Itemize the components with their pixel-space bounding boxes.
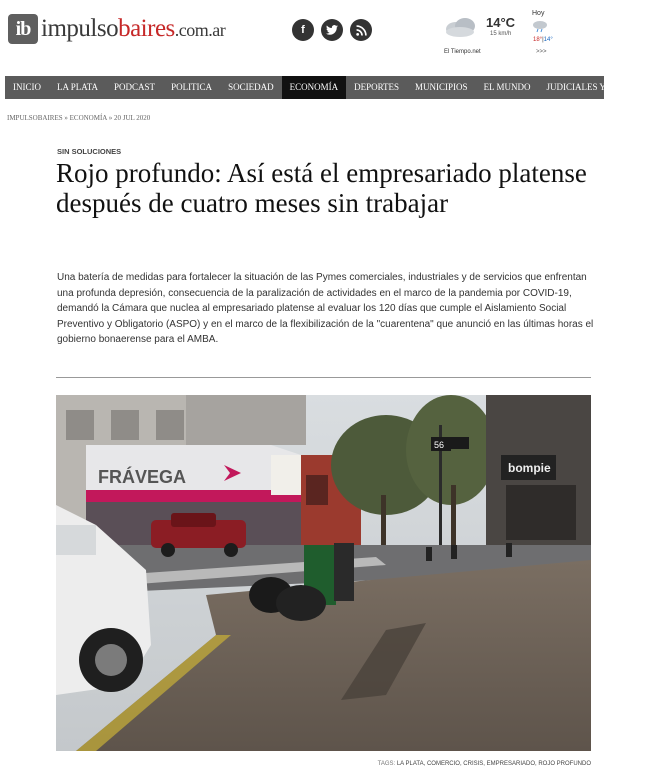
breadcrumb — [7, 114, 150, 122]
article-kicker: SIN SOLUCIONES — [57, 147, 122, 156]
store-sign-text: FRÁVEGA — [98, 467, 187, 487]
street-sign-text: 56 — [434, 440, 445, 450]
nav-item-judiciales[interactable]: JUDICIALES Y POLICIALES — [546, 82, 660, 92]
logo-part-1: impulso — [41, 15, 119, 42]
logo-part-3: .com.ar — [174, 20, 226, 40]
social-links — [292, 19, 372, 41]
logo-part-2: baires — [118, 15, 175, 42]
forecast-separator: | — [542, 37, 544, 43]
nav-item-municipios[interactable]: MUNICIPIOS — [415, 82, 468, 92]
twitter-icon[interactable] — [321, 19, 343, 41]
nav-item-el-mundo[interactable]: EL MUNDO — [483, 82, 531, 92]
main-nav — [5, 76, 660, 99]
cloudy-icon — [444, 16, 478, 38]
site-logo[interactable] — [8, 14, 225, 44]
article-tags — [56, 761, 591, 767]
article-title: Rojo profundo: Así está el empresariado platense después de cuatro meses sin trabajar — [56, 158, 587, 218]
nav-item-politica[interactable]: POLITICA — [171, 82, 213, 92]
rain-cloud-icon — [532, 20, 548, 32]
site-header — [0, 0, 604, 76]
wind-speed: 15 km/h — [490, 31, 512, 37]
rss-icon[interactable] — [350, 19, 372, 41]
breadcrumb-separator: » — [62, 114, 70, 122]
breadcrumb-separator: » — [106, 114, 114, 122]
current-temperature: 14°C — [486, 15, 516, 30]
logo-mark: ib — [8, 14, 38, 44]
breadcrumb-home[interactable]: IMPULSOBAIRES — [7, 114, 63, 122]
nav-item-sociedad[interactable]: SOCIEDAD — [228, 82, 274, 92]
more-forecast-link[interactable]: >>> — [536, 49, 547, 55]
forecast-range — [533, 37, 553, 43]
divider — [56, 377, 591, 378]
facebook-icon[interactable]: f — [292, 19, 314, 41]
forecast-day: Hoy — [532, 10, 545, 17]
forecast-high: 18° — [533, 37, 543, 43]
breadcrumb-section[interactable]: ECONOMÍA — [69, 114, 107, 122]
nav-item-economia[interactable]: ECONOMÍA — [282, 76, 347, 99]
shop-sign-text: bompie — [508, 461, 551, 475]
logo-wordmark — [41, 15, 225, 43]
tags-list[interactable]: LA PLATA, COMERCIO, CRISIS, EMPRESARIADO, ROJO PROFUNDO — [396, 761, 591, 767]
article-photo — [56, 395, 591, 751]
article-lead: Una batería de medidas para fortalecer la situación de las Pymes comerciales, industriales y de servicios que enfrentan una profunda depresión, consecuencia de la paralización de actividades en el marco de la pandemia por COVID-19, demandó la Cámara que nuclea al empresariado platense al evaluar los 120 días que cumple el Aislamiento Social Preventivo y Obligatorio (ASPO) y en el marco de la flexibilización de la "cuarentena" que anunció en las últimas horas el gobierno bonaerense para el AMBA. — [57, 272, 594, 345]
breadcrumb-date: 20 JUL 2020 — [113, 114, 151, 122]
tags-label: TAGS: — [377, 761, 396, 767]
weather-provider[interactable]: El Tiempo.net — [444, 49, 481, 55]
nav-item-podcast[interactable]: PODCAST — [114, 82, 156, 92]
weather-widget[interactable] — [440, 8, 600, 68]
street-scene-image — [56, 395, 591, 751]
nav-item-la-plata[interactable]: LA PLATA — [57, 82, 99, 92]
forecast-low: 14° — [543, 37, 553, 43]
nav-item-deportes[interactable]: DEPORTES — [354, 82, 400, 92]
nav-item-inicio[interactable]: INICIO — [13, 82, 41, 92]
